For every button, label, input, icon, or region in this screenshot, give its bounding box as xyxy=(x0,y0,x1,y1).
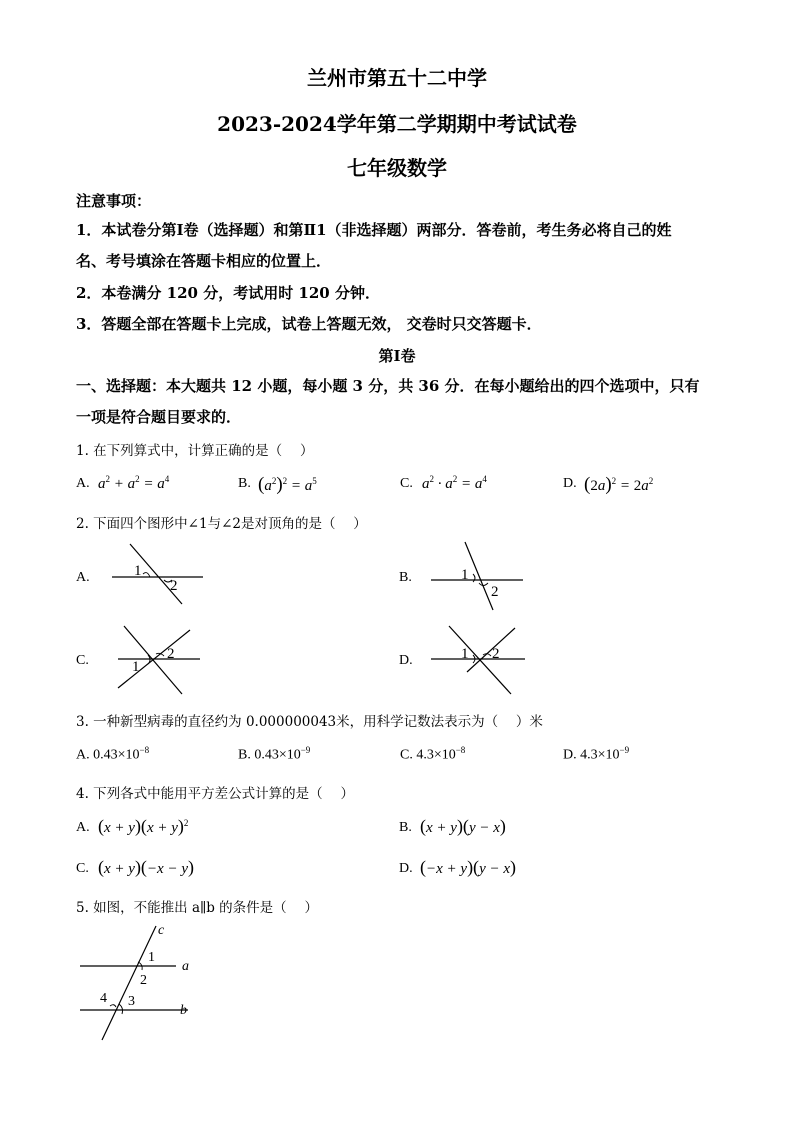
q3-option-a-exponent: −8 xyxy=(139,745,150,755)
q2-option-b-label: B. xyxy=(399,570,412,585)
q4-option-a-label: A. xyxy=(76,820,90,835)
notes-item-1-line-1: 1．本试卷分第Ⅰ卷（选择题）和第Ⅱ1（非选择题）两部分．答卷前，考生务必将自己的姓 xyxy=(76,221,672,239)
q4-option-a-expr: $(x + y)(x + y)^2$ xyxy=(98,816,189,836)
q1-option-b-label: B. xyxy=(238,476,251,491)
subject-title: 七年级数学 xyxy=(347,156,447,180)
q3-option-c-exponent: −8 xyxy=(455,745,466,755)
q2-figure-a xyxy=(100,540,210,610)
q5-line-b-label: b xyxy=(180,1003,187,1018)
q2b-angle-1-label: 1 xyxy=(461,567,469,583)
q5-figure xyxy=(76,918,206,1046)
q3-option-a-text: A. 0.43×10 xyxy=(76,747,140,763)
q2a-angle-1-label: 1 xyxy=(134,563,142,579)
q1-option-a-expr: $a^2 + a^2 = a^4$ xyxy=(98,474,170,492)
q1-option-a-label: A. xyxy=(76,476,90,491)
question-4-stem: 4. 下列各式中能用平方差公式计算的是（ ） xyxy=(76,786,354,802)
q2-option-d-label: D. xyxy=(399,653,413,668)
question-3-stem: 3. 一种新型病毒的直径约为 0.000000043米，用科学记数法表示为（ ）米 xyxy=(76,714,543,730)
notes-item-1-line-2: 名、考号填涂在答题卡相应的位置上． xyxy=(76,252,332,270)
section-one-line-1: 一、选择题：本大题共 12 小题，每小题 3 分，共 36 分．在每小题给出的四个选项中，只有 xyxy=(76,377,700,395)
notes-item-3: 3．答题全部在答题卡上完成，试卷上答题无效， 交卷时只交答题卡． xyxy=(76,315,542,333)
q2-figure-b xyxy=(425,538,535,613)
part-one-heading: 第Ⅰ卷 xyxy=(378,347,416,365)
q5-angle-3-label: 3 xyxy=(128,994,135,1009)
q3-option-b-text: B. 0.43×10 xyxy=(238,747,301,763)
q5-line-c-label: c xyxy=(158,923,165,938)
q3-option-d xyxy=(563,745,629,764)
q2-figure-d xyxy=(425,622,535,697)
question-5-stem: 5. 如图，不能推出 a∥b 的条件是（ ） xyxy=(76,900,318,916)
q2c-angle-2-label: 2 xyxy=(167,646,175,662)
school-title: 兰州市第五十二中学 xyxy=(307,66,487,90)
q2c-angle-1-label: 1 xyxy=(132,659,140,675)
q2d-angle-1-label: 1 xyxy=(461,646,469,662)
q3-option-d-exponent: −9 xyxy=(619,745,630,755)
question-1-stem: 1. 在下列算式中，计算正确的是（ ） xyxy=(76,443,314,459)
q2-figure-c xyxy=(108,622,208,697)
q5-line-a-label: a xyxy=(182,959,189,974)
q3-option-c xyxy=(400,745,465,764)
q4-option-c-expr: (x + y)(−x − y) xyxy=(98,857,194,877)
q1-option-c-label: C. xyxy=(400,476,413,491)
notes-heading: 注意事项： xyxy=(76,192,152,210)
q1-option-c-expr: $a^2 \cdot a^2 = a^4$ xyxy=(422,474,487,492)
question-2-stem: 2. 下面四个图形中∠1与∠2是对顶角的是（ ） xyxy=(76,516,367,532)
q1-option-d-label: D. xyxy=(563,476,577,491)
q2b-angle-2-label: 2 xyxy=(491,584,499,600)
q1-option-d-expr: $(2a)^2 = 2a^2$ xyxy=(584,474,654,495)
q1-option-b-expr: $(a^2)^2 = a^5$ xyxy=(258,474,317,495)
q2a-angle-2-label: 2 xyxy=(170,578,178,594)
q3-option-d-text: D. 4.3×10 xyxy=(563,747,620,763)
q3-option-c-text: C. 4.3×10 xyxy=(400,747,456,763)
q4-option-b-label: B. xyxy=(399,820,412,835)
q4-option-b-expr: (x + y)(y − x) xyxy=(420,816,506,836)
q3-option-b xyxy=(238,745,310,764)
q3-option-b-exponent: −9 xyxy=(300,745,311,755)
section-one-line-2: 一项是符合题目要求的． xyxy=(76,408,242,426)
q4-option-c-label: C. xyxy=(76,861,89,876)
q2-option-a-label: A. xyxy=(76,570,90,585)
q5-angle-2-label: 2 xyxy=(140,973,147,988)
q2d-angle-2-label: 2 xyxy=(492,646,500,662)
q4-option-d-expr: (−x + y)(y − x) xyxy=(420,857,516,877)
notes-item-2: 2．本卷满分 120 分，考试用时 120 分钟． xyxy=(76,284,380,302)
q5-angle-4-label: 4 xyxy=(100,991,107,1006)
q2-option-c-label: C. xyxy=(76,653,89,668)
q5-angle-1-label: 1 xyxy=(148,950,155,965)
exam-title: 2023-2024学年第二学期期中考试试卷 xyxy=(217,112,577,136)
q4-option-d-label: D. xyxy=(399,861,413,876)
q3-option-a xyxy=(76,745,149,764)
